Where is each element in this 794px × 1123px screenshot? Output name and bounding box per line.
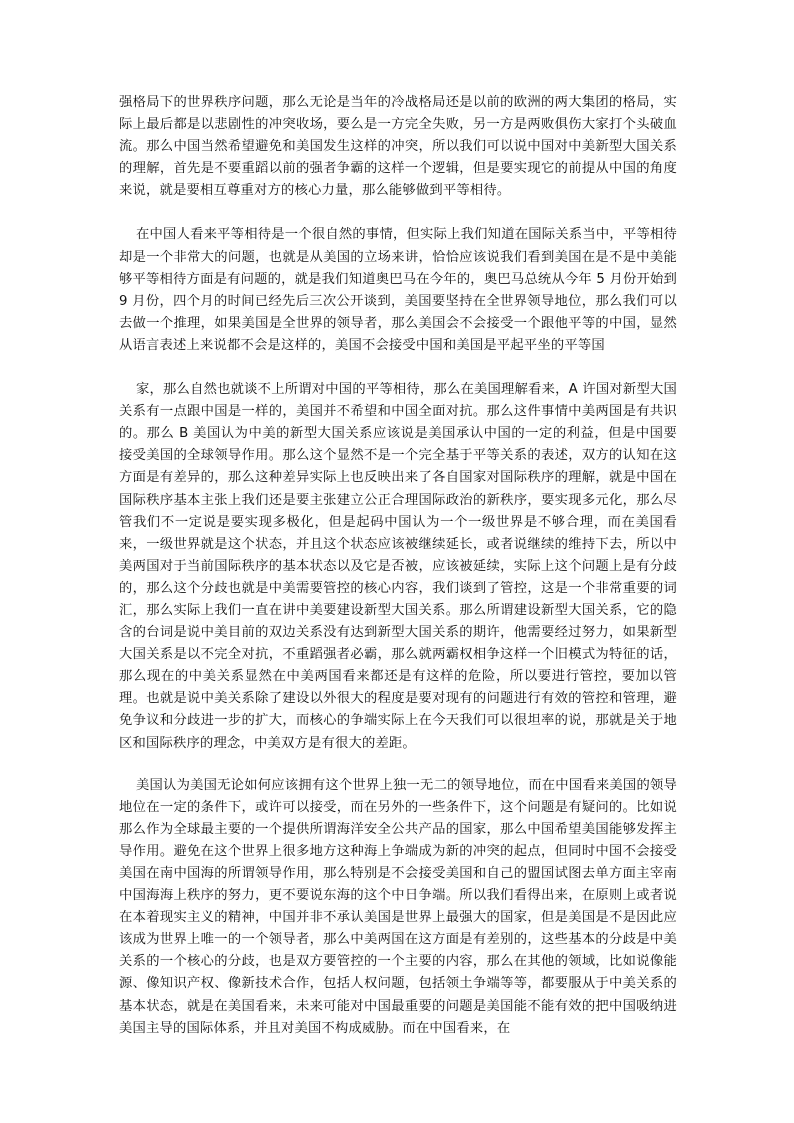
- paragraph-1: 强格局下的世界秩序问题，那么无论是当年的冷战格局还是以前的欧洲的两大集团的格局，实际上最后都是以悲剧性的冲突收场，要么是一方完全失败，另一方是两败俱伤大家打个头破血流。那么中国当然希望避免和美国发生这样的冲突，所以我们可以说中国对中美新型大国关系的理解，首先是不要重蹈以前的强者争霸的这样一个逻辑，但是要实现它的前提从中国的角度来说，就是要相互尊重对方的核心力量，那么能够做到平等相待。: [119, 95, 677, 199]
- paragraph-spacer: [119, 202, 677, 224]
- document-page: [119, 92, 677, 1040]
- paragraph-3: 家，那么自然也就谈不上所谓对中国的平等相待，那么在美国理解看来，A 许国对新型大国关系有一点跟中国是一样的，美国并不希望和中国全面对抗。那么这件事情中美两国是有共识的。那么 B 美国认为中美的新型大国关系应该说是美国承认中国的一定的利益，但是中国要接受美国的全球领导作用。那么这个显然不是一个完全基于平等关系的表述，双方的认知在这方面是有差异的，那么这种差异实际上也反映出来了各自国家对国际秩序的理解，就是中国在国际秩序基本主张上我们还是要主张建立公正合理国际政治的新秩序，要实现多元化，那么尽管我们不一定说是要实现多极化，但是起码中国认为一个一级世界是不够合理，而在美国看来，一级世界就是这个状态，并且这个状态应该被继续延长，或者说继续的维持下去，所以中美两国对于当前国际秩序的基本状态以及它是否被，应该被延续，实际上这个问题上是有分歧的，那么这个分歧也就是中美需要管控的核心内容，我们谈到了管控，这是一个非常重要的词汇，那么实际上我们一直在讲中美要建设新型大国关系。那么所谓建设新型大国关系，它的隐含的台词是说中美目前的双边关系没有达到新型大国关系的期许，他需要经过努力，如果新型大国关系是以不完全对抗，不重蹈强者必霸，那么就两霸权相争这样一个旧模式为特征的话，那么现在的中美关系显然在中美两国看来都还是有这样的危险，所以要进行管控，要加以管理。也就是说中美关系除了建设以外很大的程度是要对现有的问题进行有效的管控和管理，避免争议和分歧进一步的扩大，而核心的争端实际上在今天我们可以很坦率的说，那就是关于地区和国际秩序的理念，中美双方是有很大的差距。: [119, 382, 677, 751]
- paragraph-2: 在中国人看来平等相待是一个很自然的事情，但实际上我们知道在国际关系当中，平等相待却是一个非常大的问题，也就是从美国的立场来讲，恰恰应该说我们看到美国在是不是中美能够平等相待方面是有问题的，就是我们知道奥巴马在今年的，奥巴马总统从今年 5 月份开始到 9 月份，四个月的时间已经先后三次公开谈到，美国要坚持在全世界领导地位，那么我们可以去做一个推理，如果美国是全世界的领导者，那么美国会不会接受一个跟他平等的中国，显然从语言表述上来说都不会是这样的，美国不会接受中国和美国是平起平坐的平等国: [119, 227, 677, 353]
- paragraph-spacer: [119, 755, 677, 775]
- paragraph-spacer: [119, 357, 677, 379]
- paragraph-4: 美国认为美国无论如何应该拥有这个世界上独一无二的领导地位，而在中国看来美国的领导地位在一定的条件下，或许可以接受，而在另外的一些条件下，这个问题是有疑问的。比如说那么作为全球最主要的一个提供所谓海洋安全公共产品的国家，那么中国希望美国能够发挥主导作用。避免在这个世界上很多地方这种海上争端成为新的冲突的起点，但同时中国不会接受美国在南中国海的所谓领导作用，那么特别是不会接受美国和自己的盟国试图去单方面主宰南中国海海上秩序的努力，更不要说东海的这个中日争端。所以我们看得出来，在原则上或者说在本着现实主义的精神，中国并非不承认美国是世界上最强大的国家，但是美国是不是因此应该成为世界上唯一的一个领导者，那么中美两国在这方面是有差别的，这些基本的分歧是中美关系的一个核心的分歧，也是双方要管控的一个主要的内容，那么在其他的领域，比如说像能源、像知识产权、像新技术合作，包括人权问题，包括领土争端等等，都要服从于中美关系的基本状态，就是在美国看来，未来可能对中国最重要的问题是美国能不能有效的把中国吸纳进美国主导的国际体系，并且对美国不构成威胁。而在中国看来，在: [119, 777, 677, 1036]
